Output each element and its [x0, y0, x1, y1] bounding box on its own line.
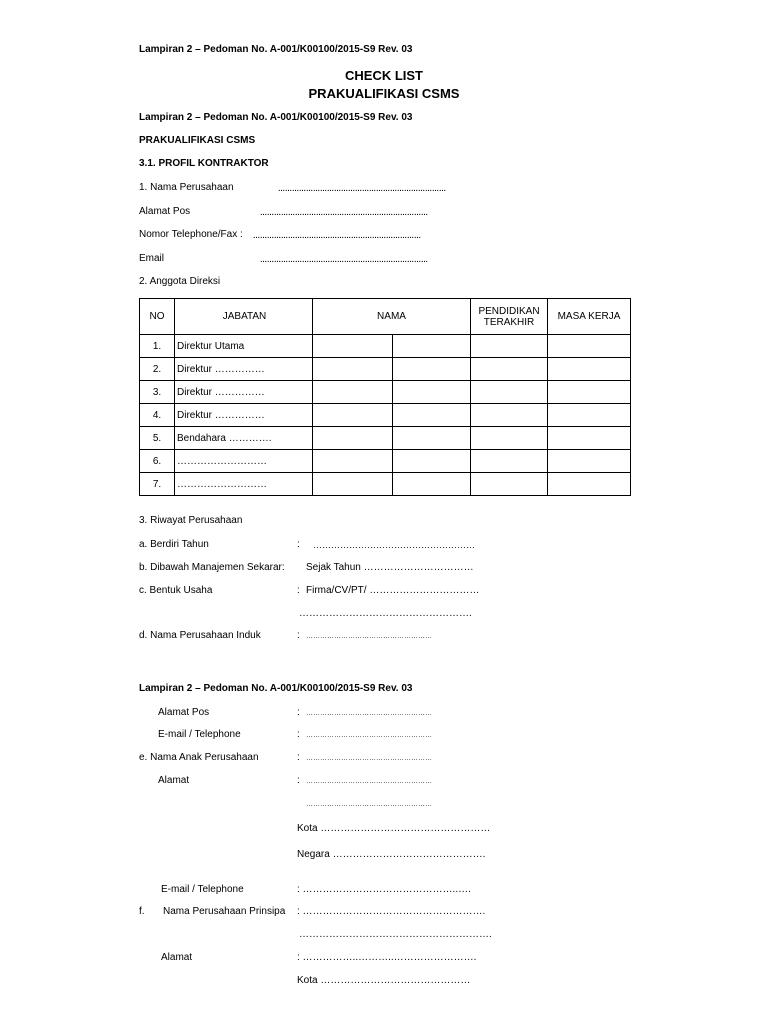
table-row [140, 381, 631, 404]
row-nama-cell[interactable] [313, 358, 393, 381]
header-nama: NAMA [313, 299, 471, 335]
doc-reference-repeat: Lampiran 2 – Pedoman No. A-001/K00100/2015-S9 Rev. 03 [139, 112, 413, 123]
row-no: 3. [140, 381, 175, 404]
subsidiary-address-value-2: ……………………………………………… [306, 801, 432, 808]
business-form-value-2: ……………………………………………. [299, 608, 472, 619]
row-masa-kerja-cell[interactable] [548, 381, 631, 404]
subsidiary-city: Kota …………………………………………… [297, 823, 491, 834]
subsidiary-address-label: Alamat [158, 775, 190, 786]
founded-year-label: a. Berdiri Tahun [139, 539, 209, 550]
row-jabatan: Direktur …………… [175, 404, 313, 427]
row-nama-cell[interactable] [313, 335, 393, 358]
row-nama-cell[interactable] [313, 427, 393, 450]
parent-company-value: ……………………………………………… [306, 633, 432, 640]
parent-company-colon: : [297, 630, 300, 641]
row-nama-cell-2[interactable] [393, 381, 471, 404]
row-jabatan: ……………………… [175, 473, 313, 496]
address-value: ……………………………………………………………… [260, 210, 428, 217]
company-name-label: 1. Nama Perusahaan [139, 182, 234, 193]
principal-value: : ………………………………………………. [297, 906, 486, 917]
table-row [140, 335, 631, 358]
subsidiary-address-colon: : [297, 775, 300, 786]
parent-email-colon: : [297, 729, 300, 740]
subsidiary-address-value: ……………………………………………… [306, 778, 432, 785]
row-nama-cell-2[interactable] [393, 427, 471, 450]
email-value: ……………………………………………………………… [260, 257, 428, 264]
subsidiary-country: Negara ………………………………………. [297, 849, 486, 860]
principal-address-value: : ……………..………..……………………. [297, 952, 477, 963]
phone-fax-label: Nomor Telephone/Fax : [139, 229, 243, 240]
history-label: 3. Riwayat Perusahaan [139, 515, 243, 526]
header-no: NO [140, 299, 175, 335]
row-jabatan: Direktur …………… [175, 381, 313, 404]
page-subtitle: PRAKUALIFIKASI CSMS [308, 86, 460, 101]
table-row [140, 473, 631, 496]
business-form-value: Firma/CV/PT/ …………………………… [306, 585, 480, 596]
address-label: Alamat Pos [139, 206, 191, 217]
header-pendidikan-line2: TERAKHIR [483, 316, 535, 328]
table-header-row [140, 299, 631, 335]
parent-address-colon: : [297, 707, 300, 718]
row-no: 2. [140, 358, 175, 381]
table-row [140, 358, 631, 381]
parent-company-label: d. Nama Perusahaan Induk [139, 630, 261, 641]
row-masa-kerja-cell[interactable] [548, 358, 631, 381]
row-masa-kerja-cell[interactable] [548, 427, 631, 450]
subsection-title: 3.1. PROFIL KONTRAKTOR [139, 158, 269, 169]
row-nama-cell-2[interactable] [393, 450, 471, 473]
row-pendidikan-cell[interactable] [471, 427, 548, 450]
business-form-label: c. Bentuk Usaha [139, 585, 213, 596]
header-pendidikan [471, 299, 548, 335]
parent-address-value: ……………………………………………… [306, 710, 432, 717]
row-jabatan: Bendahara …………. [175, 427, 313, 450]
doc-reference-page2: Lampiran 2 – Pedoman No. A-001/K00100/2015-S9 Rev. 03 [139, 683, 413, 694]
row-pendidikan-cell[interactable] [471, 358, 548, 381]
row-pendidikan-cell[interactable] [471, 335, 548, 358]
header-masa-kerja: MASA KERJA [548, 299, 631, 335]
header-pendidikan-line1: PENDIDIKAN [478, 305, 540, 317]
row-no: 6. [140, 450, 175, 473]
table-row [140, 404, 631, 427]
company-name-value: ……………………………………………………………… [278, 186, 446, 193]
directors-table [139, 298, 631, 496]
page-title: CHECK LIST [345, 68, 423, 83]
row-jabatan: Direktur Utama [175, 335, 313, 358]
email-label: Email [139, 253, 165, 264]
directors-label: 2. Anggota Direksi [139, 276, 221, 287]
subsidiary-email-label: E-mail / Telephone [161, 884, 244, 895]
row-no: 4. [140, 404, 175, 427]
row-masa-kerja-cell[interactable] [548, 473, 631, 496]
principal-city: Kota ……………………………………… [297, 975, 471, 986]
header-jabatan: JABATAN [175, 299, 313, 335]
row-nama-cell[interactable] [313, 450, 393, 473]
doc-reference-header: Lampiran 2 – Pedoman No. A-001/K00100/2015-S9 Rev. 03 [139, 44, 413, 55]
row-no: 7. [140, 473, 175, 496]
row-nama-cell-2[interactable] [393, 404, 471, 427]
subsidiary-value: ……………………………………………… [306, 755, 432, 762]
business-form-colon: : [297, 585, 300, 596]
row-jabatan: Direktur …………… [175, 358, 313, 381]
founded-year-colon: : [297, 539, 300, 550]
row-pendidikan-cell[interactable] [471, 381, 548, 404]
subsidiary-colon: : [297, 752, 300, 763]
row-nama-cell-2[interactable] [393, 358, 471, 381]
row-masa-kerja-cell[interactable] [548, 450, 631, 473]
row-nama-cell[interactable] [313, 473, 393, 496]
parent-email-value: ……………………………………………… [306, 732, 432, 739]
row-pendidikan-cell[interactable] [471, 450, 548, 473]
parent-email-label: E-mail / Telephone [158, 729, 241, 740]
principal-label: Nama Perusahaan Prinsipa [163, 906, 286, 917]
row-jabatan: ……………………… [175, 450, 313, 473]
row-no: 1. [140, 335, 175, 358]
row-nama-cell[interactable] [313, 404, 393, 427]
principal-letter: f. [139, 906, 145, 917]
row-nama-cell-2[interactable] [393, 335, 471, 358]
founded-year-value: ……………………………………………… [313, 540, 475, 550]
row-masa-kerja-cell[interactable] [548, 404, 631, 427]
principal-address-label: Alamat [161, 952, 193, 963]
row-nama-cell-2[interactable] [393, 473, 471, 496]
management-label: b. Dibawah Manajemen Sekarar: [139, 562, 285, 573]
row-no: 5. [140, 427, 175, 450]
phone-fax-value: ……………………………………………………………… [253, 233, 421, 240]
row-pendidikan-cell[interactable] [471, 404, 548, 427]
parent-address-label: Alamat Pos [158, 707, 210, 718]
subsidiary-label: e. Nama Anak Perusahaan [139, 752, 259, 763]
row-pendidikan-cell[interactable] [471, 473, 548, 496]
management-value: Sejak Tahun …………………………… [306, 562, 474, 573]
subsidiary-email-value: : ………………………………………..…. [297, 884, 471, 895]
row-nama-cell[interactable] [313, 381, 393, 404]
row-masa-kerja-cell[interactable] [548, 335, 631, 358]
table-row [140, 450, 631, 473]
principal-value-2: …………………………………………………. [299, 929, 492, 940]
section-title: PRAKUALIFIKASI CSMS [139, 135, 256, 146]
table-row [140, 427, 631, 450]
